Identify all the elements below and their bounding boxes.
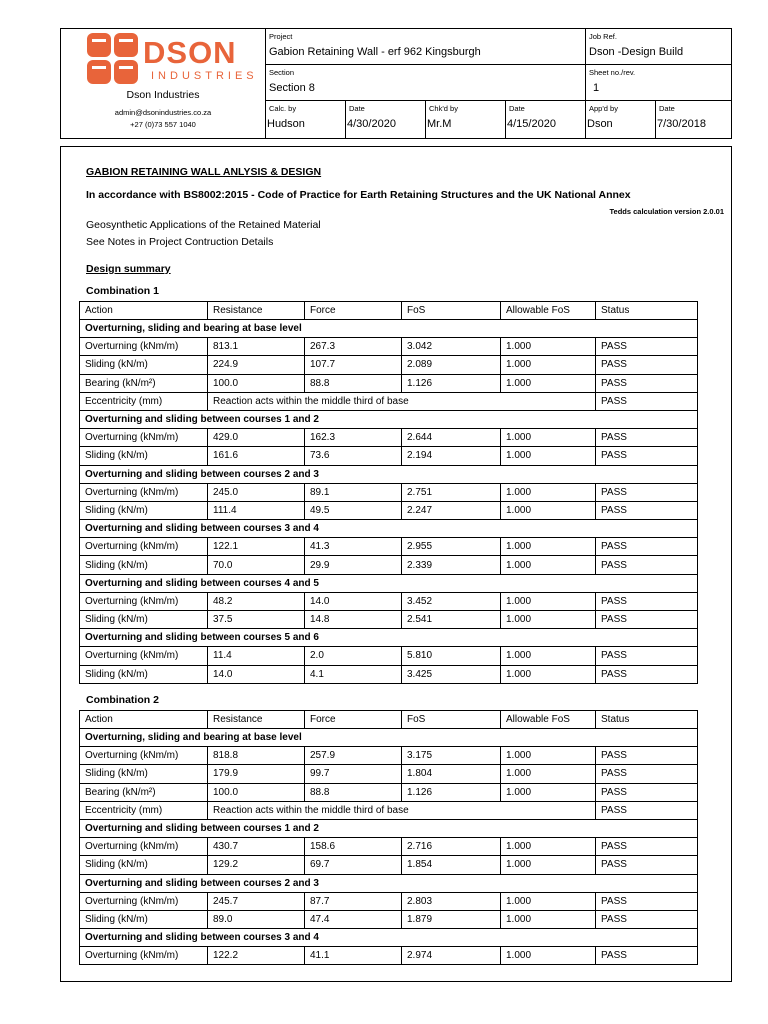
header-divider <box>345 100 346 138</box>
note-geosynthetic: Geosynthetic Applications of the Retained Material <box>86 219 321 231</box>
table-row <box>80 447 698 465</box>
table-cell: 49.5 <box>305 501 402 519</box>
table-cell: 1.000 <box>501 501 596 519</box>
group-heading: Overturning and sliding between courses 2 and 3 <box>80 874 698 892</box>
logo-wordmark: DSON <box>143 35 237 70</box>
table-cell: 1.000 <box>501 947 596 965</box>
status-cell: PASS <box>596 501 698 519</box>
section-value: Section 8 <box>269 82 315 94</box>
table-cell: 70.0 <box>208 556 305 574</box>
status-cell: PASS <box>596 556 698 574</box>
table-cell: 1.000 <box>501 447 596 465</box>
table-cell: Sliding (kN/m) <box>80 665 208 683</box>
table-cell: 430.7 <box>208 838 305 856</box>
table-cell: 14.0 <box>305 592 402 610</box>
table-cell: Overturning (kNm/m) <box>80 538 208 556</box>
table-cell: Sliding (kN/m) <box>80 556 208 574</box>
table-cell: 1.879 <box>402 910 501 928</box>
column-header: Force <box>305 302 402 320</box>
table-row <box>80 538 698 556</box>
table-cell: 37.5 <box>208 611 305 629</box>
table-cell: 2.339 <box>402 556 501 574</box>
table-cell: 179.9 <box>208 765 305 783</box>
column-header: Resistance <box>208 711 305 729</box>
appby-caption: App'd by <box>589 104 618 113</box>
table-cell: 2.955 <box>402 538 501 556</box>
table-cell: Sliding (kN/m) <box>80 910 208 928</box>
table-cell: 1.000 <box>501 838 596 856</box>
column-header: Force <box>305 711 402 729</box>
table-cell: 100.0 <box>208 374 305 392</box>
table-cell: 1.000 <box>501 647 596 665</box>
table-row <box>80 647 698 665</box>
column-header: FoS <box>402 711 501 729</box>
table-cell: 224.9 <box>208 356 305 374</box>
table-cell: 3.042 <box>402 338 501 356</box>
table-group-row <box>80 410 698 428</box>
status-cell: PASS <box>596 429 698 447</box>
column-header: Action <box>80 711 208 729</box>
table-cell: Sliding (kN/m) <box>80 765 208 783</box>
table-cell: 2.0 <box>305 647 402 665</box>
table-cell: 89.0 <box>208 910 305 928</box>
combination-1-title: Combination 1 <box>86 285 159 297</box>
status-cell: PASS <box>596 892 698 910</box>
table-cell: 1.000 <box>501 429 596 447</box>
table-group-row <box>80 874 698 892</box>
header-divider <box>265 29 266 138</box>
table-cell: 1.854 <box>402 856 501 874</box>
table-cell: Reaction acts within the middle third of base <box>208 801 596 819</box>
table-cell: 161.6 <box>208 447 305 465</box>
table-cell: 99.7 <box>305 765 402 783</box>
status-cell: PASS <box>596 801 698 819</box>
table-cell: 5.810 <box>402 647 501 665</box>
table-cell: 1.000 <box>501 483 596 501</box>
date3-caption: Date <box>659 104 675 113</box>
table-cell: 14.8 <box>305 611 402 629</box>
table-row <box>80 356 698 374</box>
table-group-row <box>80 320 698 338</box>
table-cell: 818.8 <box>208 747 305 765</box>
table-cell: 14.0 <box>208 665 305 683</box>
company-email: admin@dsonindustries.co.za <box>114 108 212 117</box>
date2-value: 4/15/2020 <box>507 118 556 130</box>
table-cell: 2.089 <box>402 356 501 374</box>
table-cell: Bearing (kN/m²) <box>80 374 208 392</box>
table-cell: 69.7 <box>305 856 402 874</box>
table-cell: 257.9 <box>305 747 402 765</box>
status-cell: PASS <box>596 356 698 374</box>
column-header: Allowable FoS <box>501 711 596 729</box>
calc-sheet-header <box>60 28 732 139</box>
status-cell: PASS <box>596 765 698 783</box>
combination-2-title: Combination 2 <box>86 694 159 706</box>
table-cell: 813.1 <box>208 338 305 356</box>
sheet-value: 1 <box>593 82 600 94</box>
table-cell: 73.6 <box>305 447 402 465</box>
status-cell: PASS <box>596 483 698 501</box>
column-header: Resistance <box>208 302 305 320</box>
calcby-value: Hudson <box>267 118 305 130</box>
project-caption: Project <box>269 32 293 41</box>
calc-version: Tedds calculation version 2.0.01 <box>609 207 724 216</box>
table-header-row <box>80 711 698 729</box>
table-cell: Sliding (kN/m) <box>80 356 208 374</box>
table-cell: 1.000 <box>501 611 596 629</box>
logo-subtext: INDUSTRIES <box>151 70 258 82</box>
table-row <box>80 892 698 910</box>
table-cell: Reaction acts within the middle third of base <box>208 392 596 410</box>
group-heading: Overturning and sliding between courses 1 and 2 <box>80 410 698 428</box>
table-cell: 41.3 <box>305 538 402 556</box>
header-divider <box>265 100 731 101</box>
group-heading: Overturning, sliding and bearing at base level <box>80 729 698 747</box>
date1-value: 4/30/2020 <box>347 118 396 130</box>
table-cell: 1.000 <box>501 665 596 683</box>
table-cell: 2.644 <box>402 429 501 447</box>
group-heading: Overturning and sliding between courses 5 and 6 <box>80 629 698 647</box>
table-cell: 29.9 <box>305 556 402 574</box>
table-cell: 1.000 <box>501 892 596 910</box>
project-value: Gabion Retaining Wall - erf 962 Kingsburgh <box>269 46 481 58</box>
jobref-caption: Job Ref. <box>589 32 617 41</box>
table-cell: 1.000 <box>501 765 596 783</box>
table-cell: 162.3 <box>305 429 402 447</box>
table-cell: 2.541 <box>402 611 501 629</box>
status-cell: PASS <box>596 611 698 629</box>
table-cell: 2.194 <box>402 447 501 465</box>
group-heading: Overturning and sliding between courses 2 and 3 <box>80 465 698 483</box>
table-cell: 429.0 <box>208 429 305 447</box>
table-row <box>80 856 698 874</box>
table-cell: 1.000 <box>501 338 596 356</box>
table-cell: 122.1 <box>208 538 305 556</box>
table-cell: 1.000 <box>501 910 596 928</box>
status-cell: PASS <box>596 910 698 928</box>
section-caption: Section <box>269 68 295 77</box>
table-cell: 89.1 <box>305 483 402 501</box>
status-cell: PASS <box>596 856 698 874</box>
table-cell: 245.0 <box>208 483 305 501</box>
table-cell: Overturning (kNm/m) <box>80 592 208 610</box>
column-header: FoS <box>402 302 501 320</box>
status-cell: PASS <box>596 783 698 801</box>
header-divider <box>655 100 656 138</box>
status-cell: PASS <box>596 747 698 765</box>
table-cell: 122.2 <box>208 947 305 965</box>
table-cell: 107.7 <box>305 356 402 374</box>
table-cell: Overturning (kNm/m) <box>80 838 208 856</box>
table-cell: Overturning (kNm/m) <box>80 892 208 910</box>
standard-reference: In accordance with BS8002:2015 - Code of Practice for Earth Retaining Structures and the UK National Annex <box>86 189 631 201</box>
table-cell: 47.4 <box>305 910 402 928</box>
table-cell: Sliding (kN/m) <box>80 856 208 874</box>
table-row <box>80 374 698 392</box>
table-cell: 3.175 <box>402 747 501 765</box>
company-logo <box>85 31 258 89</box>
table-group-row <box>80 819 698 837</box>
table-cell: 88.8 <box>305 374 402 392</box>
note-project: See Notes in Project Contruction Details <box>86 236 274 248</box>
table-cell: 2.247 <box>402 501 501 519</box>
table-cell: Sliding (kN/m) <box>80 501 208 519</box>
table-cell: Sliding (kN/m) <box>80 447 208 465</box>
combination-1-table <box>79 301 698 684</box>
table-group-row <box>80 629 698 647</box>
status-cell: PASS <box>596 374 698 392</box>
table-row <box>80 592 698 610</box>
table-cell: 111.4 <box>208 501 305 519</box>
table-cell: Overturning (kNm/m) <box>80 747 208 765</box>
table-group-row <box>80 929 698 947</box>
table-cell: Overturning (kNm/m) <box>80 429 208 447</box>
table-row <box>80 838 698 856</box>
table-group-row <box>80 574 698 592</box>
table-row <box>80 783 698 801</box>
table-cell: 1.000 <box>501 592 596 610</box>
status-cell: PASS <box>596 592 698 610</box>
table-row <box>80 947 698 965</box>
table-group-row <box>80 465 698 483</box>
table-row <box>80 747 698 765</box>
appby-value: Dson <box>587 118 613 130</box>
header-divider <box>265 64 731 65</box>
date1-caption: Date <box>349 104 365 113</box>
table-cell: 4.1 <box>305 665 402 683</box>
table-group-row <box>80 729 698 747</box>
table-row <box>80 611 698 629</box>
table-cell: 1.126 <box>402 374 501 392</box>
table-row <box>80 338 698 356</box>
header-divider <box>585 29 586 138</box>
column-header: Status <box>596 711 698 729</box>
table-cell: 87.7 <box>305 892 402 910</box>
company-name: Dson Industries <box>126 89 200 101</box>
table-cell: 2.716 <box>402 838 501 856</box>
table-row <box>80 483 698 501</box>
status-cell: PASS <box>596 338 698 356</box>
calcby-caption: Calc. by <box>269 104 297 113</box>
table-cell: 88.8 <box>305 783 402 801</box>
status-cell: PASS <box>596 538 698 556</box>
table-cell: 1.000 <box>501 856 596 874</box>
table-cell: 100.0 <box>208 783 305 801</box>
date2-caption: Date <box>509 104 525 113</box>
table-cell: 3.452 <box>402 592 501 610</box>
status-cell: PASS <box>596 647 698 665</box>
column-header: Allowable FoS <box>501 302 596 320</box>
group-heading: Overturning, sliding and bearing at base level <box>80 320 698 338</box>
table-group-row <box>80 520 698 538</box>
table-cell: 1.000 <box>501 783 596 801</box>
table-cell: Overturning (kNm/m) <box>80 338 208 356</box>
table-cell: 1.000 <box>501 538 596 556</box>
table-cell: Eccentricity (mm) <box>80 801 208 819</box>
document-title: GABION RETAINING WALL ANLYSIS & DESIGN <box>86 166 322 178</box>
status-cell: PASS <box>596 392 698 410</box>
chkby-caption: Chk'd by <box>429 104 458 113</box>
status-cell: PASS <box>596 447 698 465</box>
table-cell: Overturning (kNm/m) <box>80 647 208 665</box>
column-header: Status <box>596 302 698 320</box>
table-cell: 1.000 <box>501 556 596 574</box>
table-cell: 1.000 <box>501 747 596 765</box>
column-header: Action <box>80 302 208 320</box>
status-cell: PASS <box>596 947 698 965</box>
table-cell: 1.000 <box>501 374 596 392</box>
table-cell: 11.4 <box>208 647 305 665</box>
table-cell: 41.1 <box>305 947 402 965</box>
group-heading: Overturning and sliding between courses 3 and 4 <box>80 929 698 947</box>
table-row <box>80 665 698 683</box>
header-divider <box>505 100 506 138</box>
table-row <box>80 910 698 928</box>
table-cell: 2.751 <box>402 483 501 501</box>
table-cell: 48.2 <box>208 592 305 610</box>
table-header-row <box>80 302 698 320</box>
jobref-value: Dson -Design Build <box>589 46 684 58</box>
sheet-caption: Sheet no./rev. <box>589 68 636 77</box>
table-row <box>80 801 698 819</box>
table-cell: Overturning (kNm/m) <box>80 483 208 501</box>
combination-2-table <box>79 710 698 965</box>
table-cell: 1.126 <box>402 783 501 801</box>
table-row <box>80 556 698 574</box>
group-heading: Overturning and sliding between courses 1 and 2 <box>80 819 698 837</box>
table-cell: 1.000 <box>501 356 596 374</box>
group-heading: Overturning and sliding between courses 4 and 5 <box>80 574 698 592</box>
table-cell: 245.7 <box>208 892 305 910</box>
table-row <box>80 392 698 410</box>
table-cell: 2.803 <box>402 892 501 910</box>
company-phone: +27 (0)73 557 1040 <box>130 120 196 129</box>
table-cell: Overturning (kNm/m) <box>80 947 208 965</box>
table-cell: 1.804 <box>402 765 501 783</box>
table-cell: Bearing (kN/m²) <box>80 783 208 801</box>
table-cell: 3.425 <box>402 665 501 683</box>
table-cell: 267.3 <box>305 338 402 356</box>
table-row <box>80 765 698 783</box>
table-cell: 129.2 <box>208 856 305 874</box>
table-row <box>80 501 698 519</box>
table-cell: Sliding (kN/m) <box>80 611 208 629</box>
status-cell: PASS <box>596 665 698 683</box>
table-row <box>80 429 698 447</box>
design-summary-heading: Design summary <box>86 263 171 275</box>
table-cell: 158.6 <box>305 838 402 856</box>
table-cell: Eccentricity (mm) <box>80 392 208 410</box>
date3-value: 7/30/2018 <box>657 118 706 130</box>
chkby-value: Mr.M <box>427 118 452 130</box>
table-cell: 2.974 <box>402 947 501 965</box>
status-cell: PASS <box>596 838 698 856</box>
group-heading: Overturning and sliding between courses 3 and 4 <box>80 520 698 538</box>
header-divider <box>425 100 426 138</box>
